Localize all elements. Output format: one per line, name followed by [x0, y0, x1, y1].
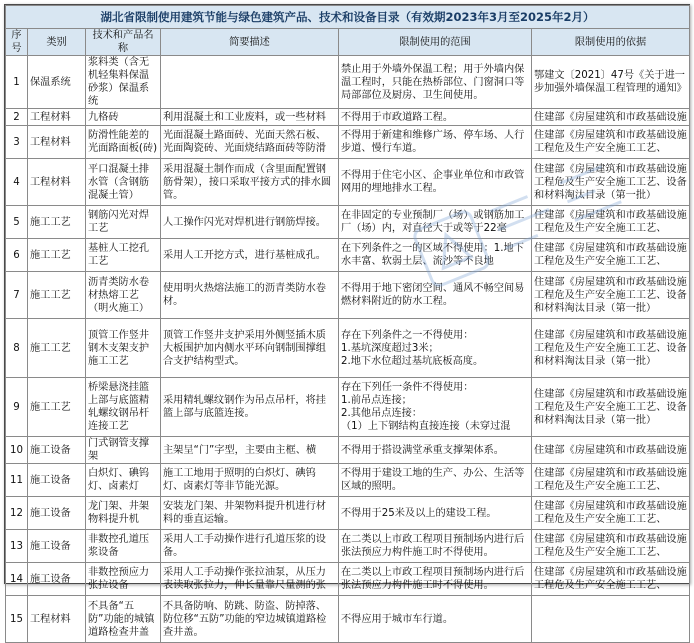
cell-category: 施工设备 [28, 530, 86, 563]
cell-scope: 不得用于搭设满堂承重支撑架体系。 [339, 437, 532, 464]
table-row [6, 378, 690, 437]
cell-name: 顶管工作竖井钢木支架支护施工工艺 [86, 319, 161, 378]
cell-category: 施工设备 [28, 497, 86, 530]
cell-scope: 不得用于建设工地的生产、办公、生活等区域的照明。 [339, 464, 532, 497]
cell-name: 九格砖 [86, 109, 161, 126]
cell-category: 工程材料 [28, 109, 86, 126]
cell-basis: 住建部《房屋建筑和市政基础设施 [532, 109, 690, 126]
cell-no: 14 [6, 563, 28, 596]
cell-no: 4 [6, 159, 28, 206]
catalog-table-frame [4, 4, 690, 638]
cell-name: 基桩人工挖孔工艺 [86, 239, 161, 272]
cell-category: 施工工艺 [28, 239, 86, 272]
cell-no: 5 [6, 206, 28, 239]
header-name: 技术和产品名称 [86, 29, 161, 56]
cell-basis [532, 596, 690, 643]
cell-desc: 采用人工手动操作进行孔道压浆的设备。 [161, 530, 339, 563]
cell-desc: 主架呈“门”字型，主要由主框、横 [161, 437, 339, 464]
cell-name: 非数控预应力张拉设备 [86, 563, 161, 596]
cell-no: 15 [6, 596, 28, 643]
table-row [6, 437, 690, 464]
cell-no: 11 [6, 464, 28, 497]
cell-name: 门式钢管支撑架 [86, 437, 161, 464]
cell-scope: 禁止用于外墙外保温工程；用于外墙内保温工程时，只能在热桥部位、门窗洞口等局部部位及厨房、卫生间使用。 [339, 56, 532, 109]
cell-desc: 采用人工手动操作张拉油泵，从压力表读取张拉力，伸长量靠尺量测的张 [161, 563, 339, 596]
cell-name: 非数控孔道压浆设备 [86, 530, 161, 563]
cell-scope: 存在下列条件之一不得使用： 1.基坑深度超过3米； 2.地下水位超过基坑底板高度。 [339, 319, 532, 378]
cell-desc: 采用混凝土制作而成（含里面配置钢筋骨架），接口采取平接方式的排水圆管。 [161, 159, 339, 206]
cell-desc: 采用精轧螺纹钢作为吊点吊杆，将挂篮上部与底篮连接。 [161, 378, 339, 437]
cell-category: 工程材料 [28, 126, 86, 159]
cell-category: 施工工艺 [28, 378, 86, 437]
header-desc: 简要描述 [161, 29, 339, 56]
cell-basis: 住建部《房屋建筑和市政基础设施工程危及生产安全施工工艺、 [532, 126, 690, 159]
cell-desc: 利用混凝土和工业废料，或一些材料 [161, 109, 339, 126]
cell-basis: 住建部《房屋建筑和市政基础设施 [532, 437, 690, 464]
cell-name: 龙门架、井架物料提升机 [86, 497, 161, 530]
cell-scope: 在非固定的专业预制厂（场）或钢筋加工厂（场）内，对直径大于或等于22毫 [339, 206, 532, 239]
cell-category: 施工工艺 [28, 206, 86, 239]
cell-basis: 住建部《房屋建筑和市政基础设施工程危及生产安全施工工艺、 [532, 206, 690, 239]
cell-basis: 住建部《房屋建筑和市政基础设施工程危及生产安全施工工艺、设备和材料淘汰目录（第一批） [532, 272, 690, 319]
cell-scope: 存在下列任一条件不得使用： 1.前吊点连接； 2.其他吊点连接： （1）上下钢结构直接连接（未穿过混 [339, 378, 532, 437]
cell-no: 10 [6, 437, 28, 464]
cell-desc: 采用人工开挖方式，进行基桩成孔。 [161, 239, 339, 272]
cell-no: 8 [6, 319, 28, 378]
cell-no: 2 [6, 109, 28, 126]
cell-scope: 不得用于25米及以上的建设工程。 [339, 497, 532, 530]
cell-scope: 不得用于住宅小区、企事业单位和市政管网用的埋地排水工程。 [339, 159, 532, 206]
cell-scope: 不得用于市政道路工程。 [339, 109, 532, 126]
table-row [6, 56, 690, 109]
header-scope: 限制使用的范围 [339, 29, 532, 56]
cell-name: 平口混凝土排水管（含钢筋混凝土管） [86, 159, 161, 206]
cell-no: 7 [6, 272, 28, 319]
cell-desc [161, 56, 339, 109]
table-row [6, 272, 690, 319]
cell-name: 白炽灯、碘钨灯、卤素灯 [86, 464, 161, 497]
cell-name: 浆料类（含无机轻集料保温砂浆）保温系统 [86, 56, 161, 109]
table-row [6, 497, 690, 530]
table-row [6, 159, 690, 206]
table-row [6, 319, 690, 378]
cell-category: 施工工艺 [28, 272, 86, 319]
table-row [6, 464, 690, 497]
cell-no: 12 [6, 497, 28, 530]
cell-basis: 住建部《房屋建筑和市政基础设施工程危及生产安全施工工艺、设备和材料淘汰目录（第一批） [532, 159, 690, 206]
cell-basis: 鄂建文〔2021〕47号《关于进一步加强外墙保温工程管理的通知》 [532, 56, 690, 109]
table-row [6, 563, 690, 596]
cell-category: 工程材料 [28, 596, 86, 643]
cell-scope: 不得用于新建和维修广场、停车场、人行步道、慢行车道。 [339, 126, 532, 159]
cell-name: 钢筋闪光对焊工艺 [86, 206, 161, 239]
cell-basis: 住建部《房屋建筑和市政基础设施工程危及生产安全施工工艺、设备和材料淘汰目录（第一批） [532, 319, 690, 378]
cell-desc: 使用明火热熔法施工的沥青类防水卷材。 [161, 272, 339, 319]
table-row [6, 596, 690, 643]
cell-basis: 住建部《房屋建筑和市政基础设施工程危及生产安全施工工艺、 [532, 530, 690, 563]
cell-basis: 住建部《房屋建筑和市政基础设施工程危及生产安全施工工艺、设备和材料淘汰目录（第一批） [532, 378, 690, 437]
header-row [6, 29, 690, 56]
header-category: 类别 [28, 29, 86, 56]
table-row [6, 530, 690, 563]
catalog-table [5, 5, 690, 643]
cell-category: 施工工艺 [28, 319, 86, 378]
cell-no: 3 [6, 126, 28, 159]
cell-scope: 不得用于地下密闭空间、通风不畅空间易燃材料附近的防水工程。 [339, 272, 532, 319]
cell-desc: 不具备防响、防跳、防盗、防掉落、防位移“五防”功能的窄边城镇道路检查井盖。 [161, 596, 339, 643]
table-row [6, 126, 690, 159]
cell-scope: 不得应用于城市车行道。 [339, 596, 532, 643]
header-basis: 限制使用的依据 [532, 29, 690, 56]
cell-category: 保温系统 [28, 56, 86, 109]
cell-category: 工程材料 [28, 159, 86, 206]
cell-scope: 在二类以上市政工程项目预制场内进行后张法预应力构件施工时不得使用。 [339, 563, 532, 596]
cell-category: 施工设备 [28, 437, 86, 464]
cell-desc: 安装龙门架、井架物料提升机进行材料的垂直运输。 [161, 497, 339, 530]
cell-no: 1 [6, 56, 28, 109]
cell-desc: 人工操作闪光对焊机进行钢筋焊接。 [161, 206, 339, 239]
cell-name: 沥青类防水卷材热熔工艺（明火施工） [86, 272, 161, 319]
header-no: 序号 [6, 29, 28, 56]
cell-no: 6 [6, 239, 28, 272]
cell-scope: 在二类以上市政工程项目预制场内进行后张法预应力构件施工时不得使用。 [339, 530, 532, 563]
cell-scope: 在下列条件之一的区域不得使用：1.地下水丰富、软弱土层、流沙等不良地 [339, 239, 532, 272]
cell-category: 施工设备 [28, 563, 86, 596]
cell-category: 施工设备 [28, 464, 86, 497]
title-row [6, 6, 690, 29]
cell-basis: 住建部《房屋建筑和市政基础设施工程危及生产安全施工工艺、 [532, 563, 690, 596]
table-title: 湖北省限制使用建筑节能与绿色建筑产品、技术和设备目录（有效期2023年3月至2025年2月） [6, 6, 690, 29]
cell-basis: 住建部《房屋建筑和市政基础设施工程危及生产安全施工工艺、 [532, 239, 690, 272]
cell-name: 防滑性能差的光面路面板(砖) [86, 126, 161, 159]
table-row [6, 206, 690, 239]
cell-no: 13 [6, 530, 28, 563]
cell-no: 9 [6, 378, 28, 437]
cell-desc: 光面混凝土路面砖、光面天然石板、光面陶瓷砖、光面烧结路面砖等防滑 [161, 126, 339, 159]
cell-basis: 住建部《房屋建筑和市政基础设施工程危及生产安全施工工艺、 [532, 464, 690, 497]
cell-desc: 施工工地用于照明的白炽灯、碘钨灯、卤素灯等非节能光源。 [161, 464, 339, 497]
cell-basis: 住建部《房屋建筑和市政基础设施工程危及生产安全施工工艺、 [532, 497, 690, 530]
table-row [6, 239, 690, 272]
cell-name: 桥梁悬浇挂篮上部与底篮精轧螺纹钢吊杆连接工艺 [86, 378, 161, 437]
cell-name: 不具备“五防”功能的城镇道路检查井盖 [86, 596, 161, 643]
cell-desc: 顶管工作竖井支护采用外侧竖插木质大板围护加内侧水平环向钢制围撑组合支护结构型式。 [161, 319, 339, 378]
table-row [6, 109, 690, 126]
